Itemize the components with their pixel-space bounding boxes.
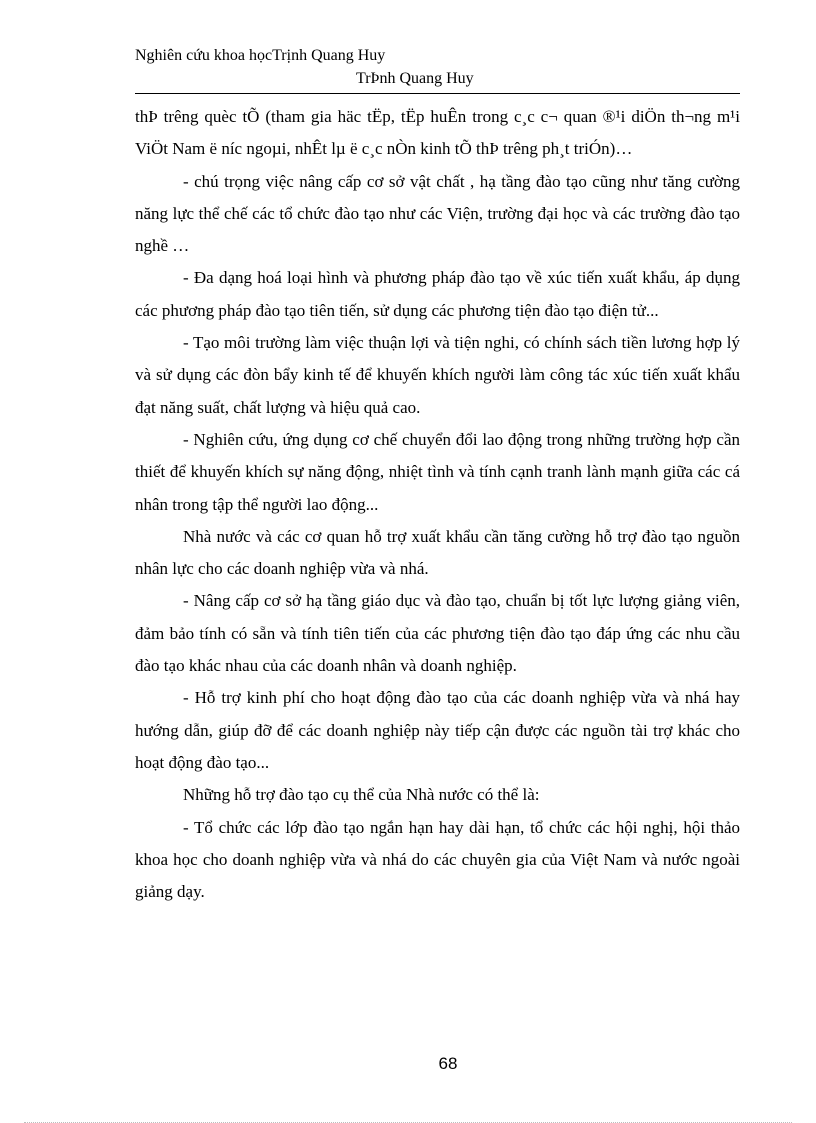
paragraph: Nhà nước và các cơ quan hỗ trợ xuất khẩu cần tăng cường hỗ trợ đào tạo nguồn nhân lực cho các doanh nghiệp vừa và nhá. — [135, 526, 740, 579]
paragraph: - Nghiên cứu, ứng dụng cơ chế chuyển đổi lao động trong những trường hợp cần thiết để khuyến khích sự năng động, nhiệt tình và tính cạnh tranh lành mạnh giữa các cá nhân trong tập thể người lao động... — [135, 429, 740, 514]
header-divider — [135, 93, 740, 94]
paragraph: - chú trọng việc nâng cấp cơ sở vật chất , hạ tầng đào tạo cũng như tăng cường năng lực thể chế các tổ chức đào tạo như các Viện, trường đại học và các trường đào tạo nghề … — [135, 171, 740, 256]
paragraph-continuation: thÞ trêng quèc tÕ (tham gia häc tËp, tËp huÊn trong c¸c c¬ quan ®¹i diÖn th¬ng m¹i ViÖt Nam ë níc ngoµi, nhÊt lµ ë c¸c nÒn kinh tÕ thÞ trêng ph¸t triÓn)… — [135, 107, 740, 159]
paragraph: - Tạo môi trường làm việc thuận lợi và tiện nghi, có chính sách tiền lương hợp lý và sử dụng các đòn bẩy kinh tế để khuyến khích người làm công tác xúc tiến xuất khẩu đạt năng suất, chất lượng và hiệu quả cao. — [135, 333, 740, 417]
running-header-author: TrÞnh Quang Huy — [356, 70, 474, 87]
paragraph: - Đa dạng hoá loại hình và phương pháp đào tạo về xúc tiến xuất khẩu, áp dụng các phương pháp đào tạo tiên tiến, sử dụng các phương tiện đào tạo điện tử... — [135, 268, 740, 320]
running-header-title: Nghiên cứu khoa họcTrịnh Quang Huy — [135, 47, 386, 64]
paragraph: - Hỗ trợ kinh phí cho hoạt động đào tạo của các doanh nghiệp vừa và nhá hay hướng dẫn, giúp đỡ để các doanh nghiệp này tiếp cận được các nguồn tài trợ khác cho hoạt động đào tạo... — [135, 688, 740, 772]
page-number: 68 — [438, 1054, 458, 1073]
paragraph: Những hỗ trợ đào tạo cụ thể của Nhà nước có thể là: — [183, 785, 540, 805]
paragraph: - Tổ chức các lớp đào tạo ngắn hạn hay dài hạn, tổ chức các hội nghị, hội thảo khoa học cho doanh nghiệp vừa và nhá do các chuyên gia của Việt Nam và nước ngoài giảng dạy. — [135, 817, 740, 902]
body-text — [135, 101, 740, 908]
paragraph: - Nâng cấp cơ sở hạ tầng giáo dục và đào tạo, chuẩn bị tốt lực lượng giảng viên, đảm bảo tính có sẵn và tính tiên tiến của các phương tiện đào tạo đáp ứng các nhu cầu đào tạo khác nhau của các doanh nhân và doanh nghiệp. — [135, 591, 740, 676]
